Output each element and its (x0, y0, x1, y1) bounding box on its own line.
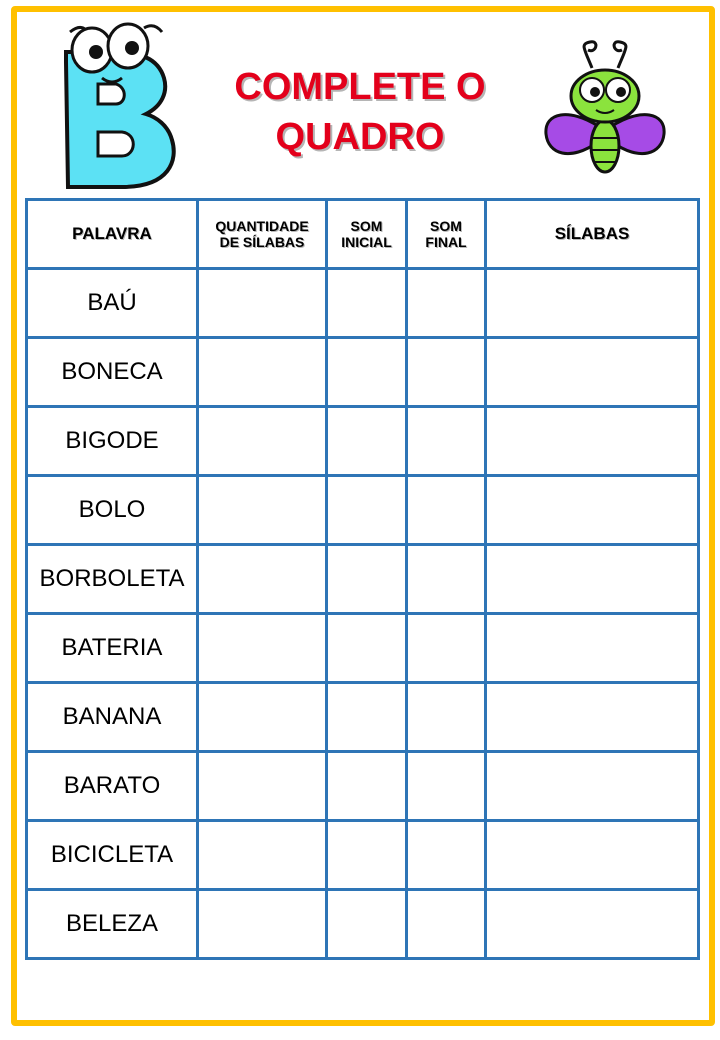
word-cell: BOLO (27, 476, 198, 545)
header-quantidade-line-2: DE SÍLABAS (219, 234, 305, 250)
table-row (27, 269, 699, 338)
header-quantidade (198, 200, 327, 269)
quantidade-cell[interactable] (198, 614, 327, 683)
header-som-final-line-1: SOM (430, 218, 462, 234)
som-final-cell[interactable] (407, 614, 486, 683)
som-inicial-cell[interactable] (327, 821, 407, 890)
table-row (27, 683, 699, 752)
header-row (27, 200, 699, 269)
quantidade-cell[interactable] (198, 269, 327, 338)
som-inicial-cell[interactable] (327, 614, 407, 683)
word-cell: BORBOLETA (27, 545, 198, 614)
header-som-inicial (327, 200, 407, 269)
table-row (27, 752, 699, 821)
som-inicial-cell[interactable] (327, 752, 407, 821)
page-title (190, 62, 530, 162)
som-inicial-cell[interactable] (327, 683, 407, 752)
som-inicial-cell[interactable] (327, 890, 407, 959)
quantidade-cell[interactable] (198, 545, 327, 614)
silabas-cell[interactable] (486, 683, 699, 752)
quantidade-cell[interactable] (198, 683, 327, 752)
silabas-cell[interactable] (486, 545, 699, 614)
table-row (27, 545, 699, 614)
header-som-inicial-line-1: SOM (350, 218, 383, 234)
som-final-cell[interactable] (407, 407, 486, 476)
silabas-cell[interactable] (486, 614, 699, 683)
som-final-cell[interactable] (407, 821, 486, 890)
som-final-cell[interactable] (407, 269, 486, 338)
som-inicial-cell[interactable] (327, 338, 407, 407)
som-final-cell[interactable] (407, 476, 486, 545)
title-line-1: COMPLETE O (234, 66, 486, 108)
letter-b-character-icon (52, 22, 192, 192)
word-cell: BELEZA (27, 890, 198, 959)
butterfly-character-icon (540, 38, 670, 178)
som-inicial-cell[interactable] (327, 545, 407, 614)
header-som-final-line-2: FINAL (425, 234, 467, 250)
word-cell: BARATO (27, 752, 198, 821)
silabas-cell[interactable] (486, 476, 699, 545)
som-final-cell[interactable] (407, 338, 486, 407)
table-row (27, 338, 699, 407)
header-som-final (407, 200, 486, 269)
quantidade-cell[interactable] (198, 338, 327, 407)
quantidade-cell[interactable] (198, 752, 327, 821)
quantidade-cell[interactable] (198, 476, 327, 545)
silabas-cell[interactable] (486, 407, 699, 476)
title-line-2: QUADRO (275, 116, 445, 158)
som-inicial-cell[interactable] (327, 407, 407, 476)
table-row (27, 476, 699, 545)
som-inicial-cell[interactable] (327, 269, 407, 338)
table-row (27, 890, 699, 959)
header-quantidade-line-1: QUANTIDADE (215, 218, 309, 234)
header-som-inicial-line-2: INICIAL (341, 234, 392, 250)
word-cell: BAÚ (27, 269, 198, 338)
som-final-cell[interactable] (407, 890, 486, 959)
som-final-cell[interactable] (407, 545, 486, 614)
quantidade-cell[interactable] (198, 821, 327, 890)
word-cell: BANANA (27, 683, 198, 752)
table-row (27, 407, 699, 476)
silabas-cell[interactable] (486, 821, 699, 890)
silabas-cell[interactable] (486, 890, 699, 959)
som-final-cell[interactable] (407, 752, 486, 821)
som-inicial-cell[interactable] (327, 476, 407, 545)
quantidade-cell[interactable] (198, 407, 327, 476)
som-final-cell[interactable] (407, 683, 486, 752)
table-row (27, 614, 699, 683)
word-cell: BONECA (27, 338, 198, 407)
table-row (27, 821, 699, 890)
header-silabas: SÍLABAS (486, 200, 699, 269)
word-cell: BATERIA (27, 614, 198, 683)
word-cell: BIGODE (27, 407, 198, 476)
silabas-cell[interactable] (486, 269, 699, 338)
quantidade-cell[interactable] (198, 890, 327, 959)
word-cell: BICICLETA (27, 821, 198, 890)
syllable-table (25, 198, 700, 960)
header-palavra: PALAVRA (27, 200, 198, 269)
silabas-cell[interactable] (486, 338, 699, 407)
silabas-cell[interactable] (486, 752, 699, 821)
